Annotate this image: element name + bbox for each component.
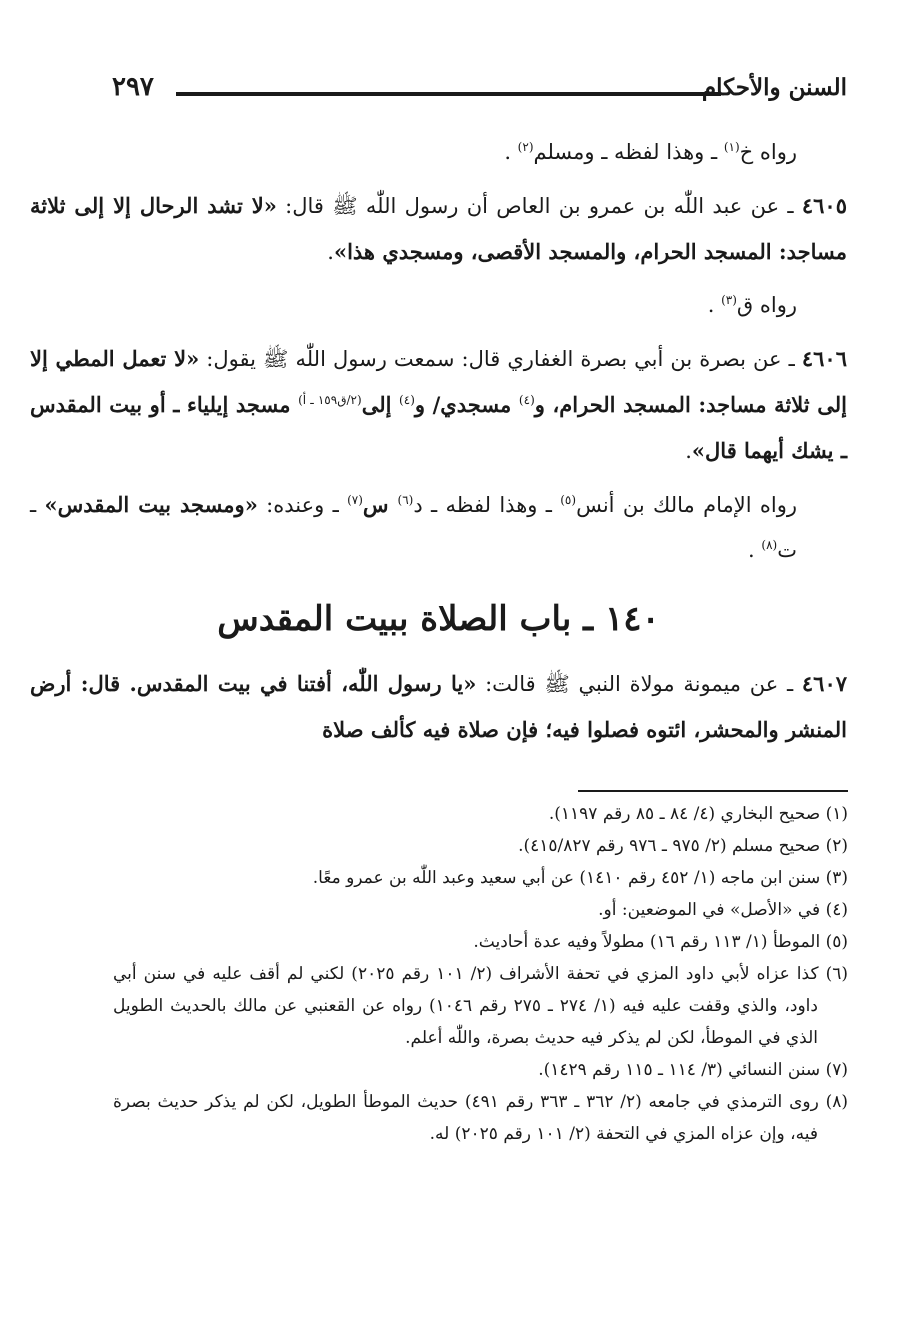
paragraph-riwaya-1 — [30, 130, 847, 175]
hadith-text: «لا تشد الرحال إلا إلى ثلاثة مساجد: المسجد الحرام، والمسجد الأقصى، ومسجدي هذا» — [30, 193, 847, 264]
text-segment: ـ وعنده: — [257, 493, 348, 517]
text-segment: . — [327, 240, 334, 264]
footnote-ref: (٦) — [397, 493, 414, 507]
page-header — [112, 72, 847, 112]
hadith-text: «ومسجد بيت المقدس» — [44, 492, 258, 517]
hadith-text: أرض المنشر والمحشر، ائتوه فصلوا فيه؛ فإن صلاة فيه كألف صلاة — [30, 671, 847, 742]
footnote-rule — [578, 790, 848, 792]
footnote-ref: (٥) — [560, 493, 577, 507]
footnote-ref: (٤) — [518, 393, 535, 407]
footnote-ref: (٤) — [399, 393, 415, 407]
footnote-4: (٤) في «الأصل» في الموضعين: أو. — [598, 900, 848, 920]
text-segment: ـ عن ميمونة مولاة النبي ﷺ قالت: — [476, 672, 802, 696]
hadith-number: ٤٦٠٧ — [801, 671, 848, 696]
footnote-5: (٥) الموطأ (١/ ١١٣ رقم ١٦) مطولاً وفيه عدة أحاديث. — [473, 932, 848, 952]
hadith-4605 — [30, 183, 847, 275]
footnote-ref: (٧) — [347, 493, 363, 507]
text-segment: ـ عن عبد اللّٰه بن عمرو بن العاص أن رسول اللّٰه ﷺ قال: — [276, 194, 802, 218]
hadith-text: إلى — [361, 392, 400, 417]
footnote-7: (٧) سنن النسائي (٣/ ١١٤ ـ ١١٥ رقم ١٤٢٩). — [538, 1060, 848, 1080]
hadith-text: مسجد إيلياء ـ أو بيت المقدس ـ يشك أيهما قال» — [30, 392, 847, 463]
footnotes — [113, 798, 848, 1150]
footnote-3: (٣) سنن ابن ماجه (١/ ٤٥٢ رقم ١٤١٠) عن أبي سعيد وعبد اللّٰه بن عمرو معًا. — [312, 868, 848, 888]
text-segment: س — [362, 492, 398, 517]
footnote-ref: (٣) — [721, 293, 737, 307]
hadith-text: مسجدي/ و — [414, 392, 519, 417]
footnote-ref: (٨) — [761, 538, 778, 552]
text-segment: ـ ت — [30, 493, 797, 562]
footnote-ref: (١) — [723, 140, 740, 154]
text-segment: ـ عن بصرة بن أبي بصرة الغفاري قال: سمعت رسول اللّٰه ﷺ يقول: — [199, 347, 802, 371]
hadith-4607 — [30, 661, 847, 753]
text-segment: ـ وهذا لفظه ـ د — [413, 493, 561, 517]
paragraph-riwaya-3 — [30, 482, 847, 573]
text-segment: . — [504, 140, 518, 164]
text-segment: رواه الإمام مالك بن أنس — [576, 493, 797, 517]
hadith-text: «لا تعمل المطي إلا إلى ثلاثة مساجد: المسجد الحرام، و — [30, 346, 847, 417]
hadith-number: ٤٦٠٥ — [801, 193, 847, 218]
text-segment: ـ وهذا لفظه ـ ومسلم — [533, 140, 724, 164]
main-text — [30, 130, 847, 761]
manuscript-folio-ref: (٢/ق١٥٩ ـ أ) — [298, 393, 362, 407]
text-segment: . — [748, 538, 762, 562]
hadith-number: ٤٦٠٦ — [801, 346, 847, 371]
text-segment: . — [707, 293, 722, 317]
hadith-text: «يا رسول اللّٰه، أفتنا في بيت المقدس. قال: — [71, 671, 477, 696]
footnote-2: (٢) صحيح مسلم (٢/ ٩٧٥ ـ ٩٧٦ رقم ٤١٥/٨٢٧). — [518, 836, 848, 856]
paragraph-riwaya-2 — [30, 283, 847, 328]
text-segment: رواه خ — [739, 140, 797, 164]
text-segment: . — [685, 439, 692, 463]
footnote-ref: (٢) — [517, 140, 534, 154]
hadith-4606 — [30, 336, 847, 474]
footnote-8: (٨) روى الترمذي في جامعه (٢/ ٣٦٢ ـ ٣٦٣ رقم ٤٩١) حديث الموطأ الطويل، لكن لم يذكر حديث بصرة فيه، وإن عزاه المزي في التحفة (٢/ ١٠١ رقم ٢٠٢٥) له. — [113, 1092, 848, 1144]
header-rule — [176, 92, 721, 96]
footnote-6: (٦) كذا عزاه لأبي داود المزي في تحفة الأشراف (٢/ ١٠١ رقم ٢٠٢٥) لكني لم أقف عليه في سنن أبي داود، والذي وقفت عليه فيه (١/ ٢٧٤ ـ ٢٧٥ رقم ١٠٤٦) رواه عن القعنبي عن مالك بالحديث الطويل الذي في الموطأ، لكن لم يذكر فيه حديث بصرة، واللّٰه أعلم. — [113, 964, 848, 1048]
chapter-title: ١٤٠ ـ باب الصلاة ببيت المقدس — [217, 599, 660, 639]
text-segment: رواه ق — [736, 293, 797, 317]
footnote-1: (١) صحيح البخاري (٤/ ٨٤ ـ ٨٥ رقم ١١٩٧). — [548, 804, 848, 824]
page-number: ٢٩٧ — [112, 72, 154, 102]
running-title: السنن والأحكام — [701, 74, 847, 101]
